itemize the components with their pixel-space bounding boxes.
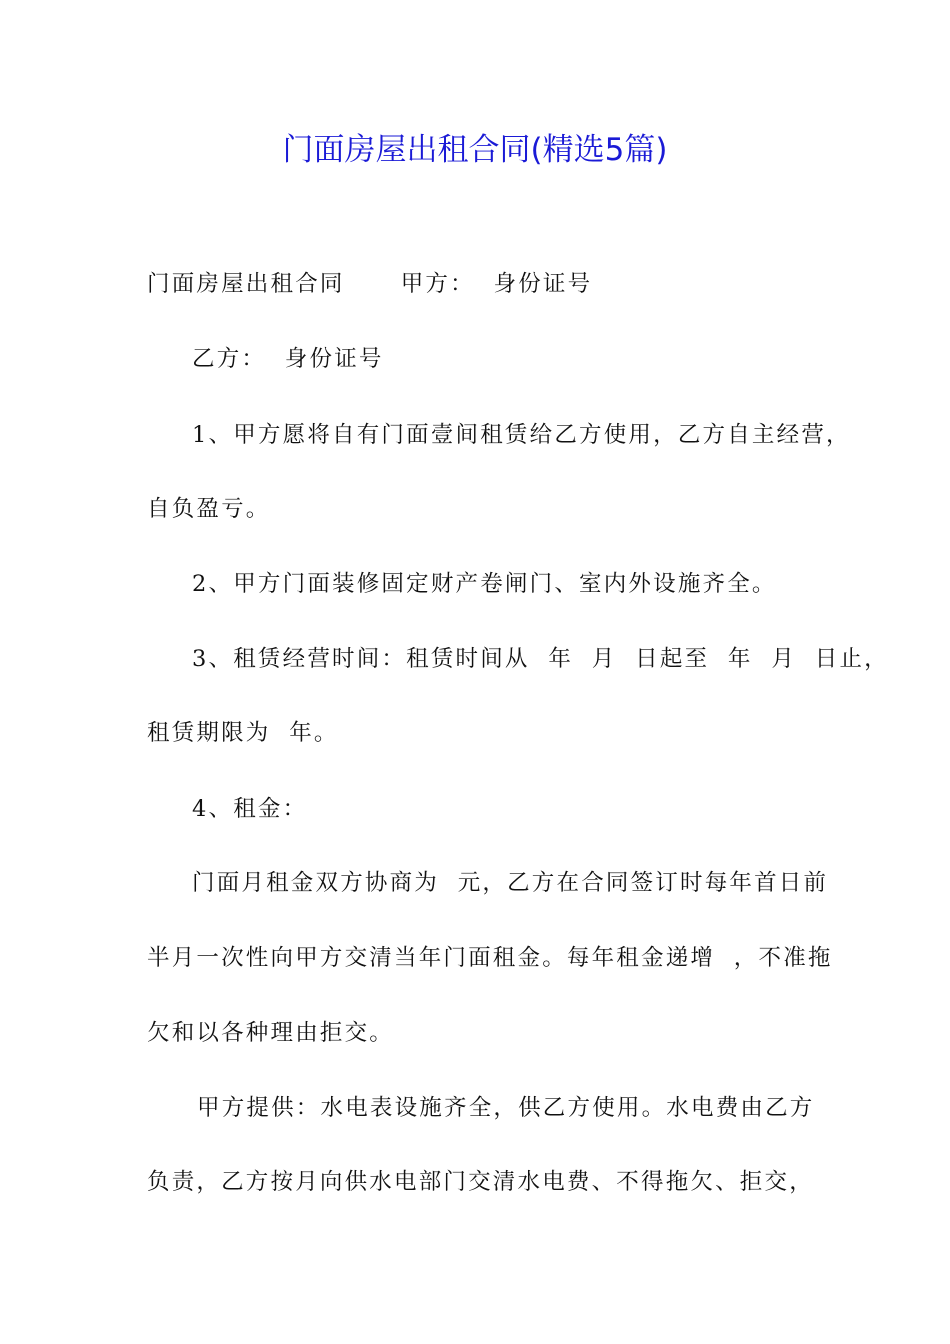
paragraph-line-utilities-1: 甲方提供：水电表设施齐全，供乙方使用。水电费由乙方 — [197, 1095, 815, 1121]
paragraph-line-rent-3: 欠和以各种理由拒交。 — [147, 1020, 395, 1046]
paragraph-line-clause-2: 2、甲方门面装修固定财产卷闸门、室内外设施齐全。 — [192, 571, 777, 597]
paragraph-line-utilities-2: 负责，乙方按月向供水电部门交清水电费、不得拖欠、拒交， — [147, 1169, 814, 1195]
paragraph-line-clause-1-cont: 自负盈亏。 — [147, 496, 271, 522]
paragraph-line-parties-a: 门面房屋出租合同 甲方： 身份证号 — [147, 271, 593, 297]
paragraph-line-clause-3-cont: 租赁期限为 年。 — [147, 720, 339, 746]
paragraph-line-party-b: 乙方： 身份证号 — [192, 346, 384, 372]
paragraph-line-clause-1: 1、甲方愿将自有门面壹间租赁给乙方使用，乙方自主经营， — [192, 422, 851, 448]
paragraph-line-clause-3: 3、租赁经营时间：租赁时间从 年 月 日起至 年 月 日止， — [192, 646, 889, 672]
document-title: 门面房屋出租合同(精选5篇) — [282, 132, 668, 168]
paragraph-line-clause-4: 4、租金： — [192, 796, 308, 822]
paragraph-line-rent-1: 门面月租金双方协商为 元，乙方在合同签订时每年首日前 — [192, 870, 829, 896]
paragraph-line-rent-2: 半月一次性向甲方交清当年门面租金。每年租金递增 ，不准拖 — [147, 945, 833, 971]
